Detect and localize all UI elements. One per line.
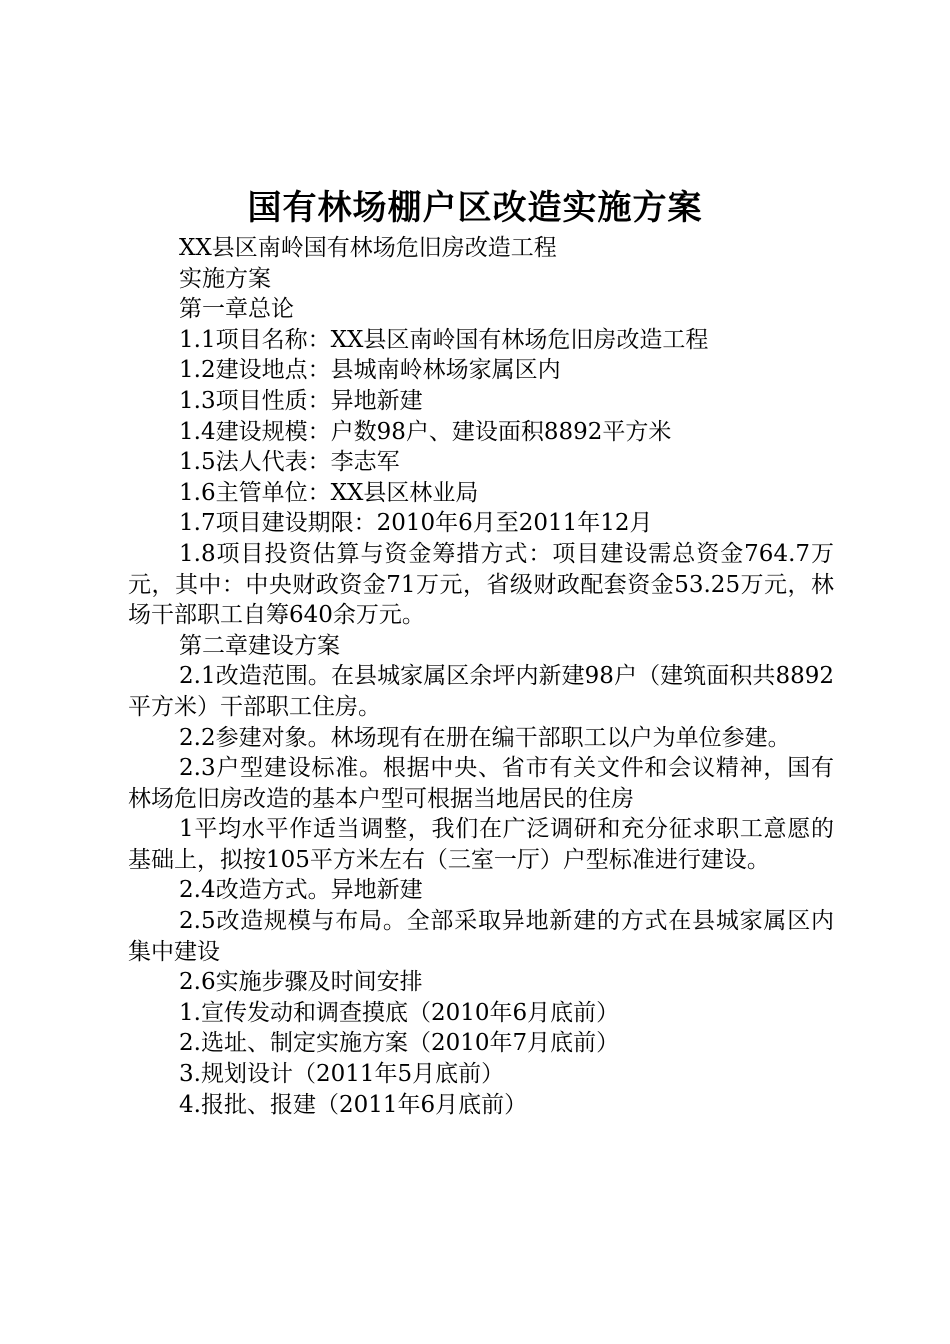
paragraph-1-8: 1.8项目投资估算与资金筹措方式：项目建设需总资金764.7万元，其中：中央财政资金71万元，省级财政配套资金53.25万元，林场干部职工自筹640余万元。 bbox=[128, 540, 834, 629]
step-item-3: 3.规划设计（2011年5月底前） bbox=[179, 1061, 505, 1088]
paragraph-2-4: 2.4改造方式。异地新建 bbox=[179, 877, 423, 904]
paragraph-2-3: 2.3户型建设标准。根据中央、省市有关文件和会议精神，国有林场危旧房改造的基本户型可根据当地居民的住房 bbox=[128, 755, 834, 812]
paragraph-project-name: XX县区南岭国有林场危旧房改造工程 bbox=[179, 235, 557, 261]
paragraph-1-4: 1.4建设规模：户数98户、建设面积8892平方米 bbox=[179, 418, 672, 445]
paragraph-1-7: 1.7项目建设期限：2010年6月至2011年12月 bbox=[179, 510, 653, 537]
paragraph-2-1: 2.1改造范围。在县城家属区余坪内新建98户（建筑面积共8892平方米）干部职工住房。 bbox=[128, 663, 834, 720]
paragraph-2-2: 2.2参建对象。林场现有在册在编干部职工以户为单位参建。 bbox=[179, 724, 791, 751]
step-item-1: 1.宣传发动和调查摸底（2010年6月底前） bbox=[179, 999, 620, 1026]
step-item-2: 2.选址、制定实施方案（2010年7月底前） bbox=[179, 1030, 620, 1057]
paragraph-2-5: 2.5改造规模与布局。全部采取异地新建的方式在县城家属区内集中建设 bbox=[128, 908, 834, 965]
paragraph-1-3: 1.3项目性质：异地新建 bbox=[179, 387, 423, 414]
document-body bbox=[128, 233, 834, 1120]
paragraph-plan-label: 实施方案 bbox=[179, 265, 271, 292]
paragraph-1-5: 1.5法人代表：李志军 bbox=[179, 449, 400, 476]
chapter-heading-1: 第一章总论 bbox=[179, 296, 294, 323]
step-item-4: 4.报批、报建（2011年6月底前） bbox=[179, 1091, 528, 1118]
paragraph-2-3-continued: 1平均水平作适当调整，我们在广泛调研和充分征求职工意愿的基础上，拟按105平方米左右（三室一厅）户型标准进行建设。 bbox=[128, 816, 834, 873]
paragraph-1-6: 1.6主管单位：XX县区林业局 bbox=[179, 479, 479, 506]
paragraph-1-2: 1.2建设地点：县城南岭林场家属区内 bbox=[179, 357, 561, 384]
chapter-heading-2: 第二章建设方案 bbox=[179, 632, 340, 659]
document-title: 国有林场棚户区改造实施方案 bbox=[247, 188, 703, 228]
paragraph-2-6: 2.6实施步骤及时间安排 bbox=[179, 969, 423, 996]
paragraph-1-1: 1.1项目名称：XX县区南岭国有林场危旧房改造工程 bbox=[179, 326, 709, 353]
